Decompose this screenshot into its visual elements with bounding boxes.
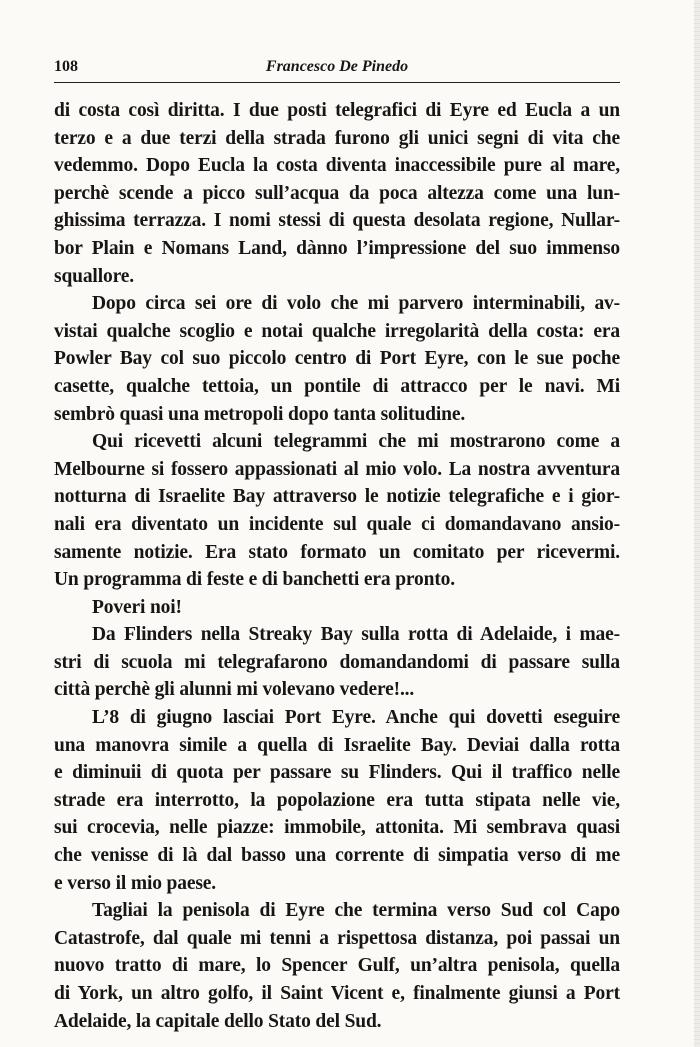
text-line: e diminuii di quota per passare su Flinders. Qui il traffico nelle — [54, 762, 620, 784]
text-line: e verso il mio paese. — [54, 872, 217, 894]
text-line: di costa così diritta. I due posti telegrafici di Eyre ed Eucla a un — [54, 100, 620, 121]
paragraph — [54, 621, 620, 704]
text-line: stri di scuola mi telegrafarono domandandomi di passare sulla — [54, 651, 620, 673]
text-line: nuovo tratto di mare, lo Spencer Gulf, un’altra penisola, quella — [54, 955, 620, 977]
text-line: Un programma di feste e di banchetti era pronto. — [54, 569, 456, 591]
text-line: notturna di Israelite Bay attraverso le notizie telegrafiche e i gior- — [54, 486, 620, 508]
text-line: Tagliai la penisola di Eyre che termina verso Sud col Capo — [92, 900, 620, 922]
running-header — [54, 58, 620, 80]
text-line: casette, qualche tettoia, un pontile di attracco per le navi. Mi — [54, 375, 620, 397]
text-line: samente notizie. Era stato formato un comitato per ricevermi. — [54, 541, 620, 563]
paragraph — [54, 594, 620, 622]
text-line: di York, un altro golfo, il Saint Vicent e, finalmente giunsi a Port — [54, 983, 620, 1004]
text-line: Powler Bay col suo piccolo centro di Port Eyre, con le sue poche — [54, 348, 620, 370]
text-line: sembrò quasi una metropoli dopo tanta solitudine. — [54, 403, 466, 425]
text-line: L’8 di giugno lasciai Port Eyre. Anche qui dovetti eseguire — [92, 707, 620, 729]
text-line: Catastrofe, dal quale mi tenni a rispettosa distanza, poi passai un — [54, 927, 620, 949]
text-line: vedemmo. Dopo Eucla la costa diventa inaccessibile pure al mare, — [54, 155, 620, 177]
page-edge — [694, 0, 700, 1047]
running-title: Francesco De Pinedo — [265, 58, 409, 75]
paragraph — [54, 704, 620, 897]
text-line: Da Flinders nella Streaky Bay sulla rotta di Adelaide, i mae- — [92, 624, 620, 646]
header-rule — [54, 82, 620, 83]
text-line: ghissima terrazza. I nomi stessi di questa desolata regione, Nullar- — [54, 210, 620, 232]
text-line: una manovra simile a quella di Israelite Bay. Deviai dalla rotta — [54, 734, 620, 756]
text-line: strade era interrotto, la popolazione era tutta stipata nelle vie, — [54, 789, 620, 811]
body-text — [54, 97, 620, 1035]
text-line: Adelaide, la capitale dello Stato del Sud. — [54, 1010, 382, 1032]
text-line: bor Plain e Nomans Land, dànno l’impressione del suo immenso — [54, 237, 620, 259]
text-line: squallore. — [54, 265, 134, 287]
paragraph — [54, 428, 620, 594]
paragraph — [54, 290, 620, 428]
text-line: Poveri noi! — [92, 596, 182, 618]
paragraph — [54, 97, 620, 290]
text-line: Dopo circa sei ore di volo che mi parvero interminabili, av- — [92, 293, 620, 315]
paragraph — [54, 897, 620, 1035]
text-line: che venisse di là dal basso una corrente di simpatia verso di me — [54, 845, 620, 867]
page-number: 108 — [54, 58, 78, 75]
text-line: perchè scende a picco sull’acqua da poca altezza come una lun- — [54, 182, 620, 204]
text-line: terzo e a due terzi della strada furono gli unici segni di vita che — [54, 127, 620, 149]
text-line: Melbourne si fossero appassionati al mio volo. La nostra avventura — [54, 458, 620, 480]
text-line: sui crocevia, nelle piazze: immobile, attonita. Mi sembrava quasi — [54, 817, 620, 839]
text-line: Qui ricevetti alcuni telegrammi che mi mostrarono come a — [92, 431, 620, 453]
text-line: città perchè gli alunni mi volevano vedere!... — [54, 679, 415, 701]
text-line: vistai qualche scoglio e notai qualche irregolarità della costa: era — [54, 320, 620, 342]
text-line: nali era diventato un incidente sul quale ci domandavano ansio- — [54, 513, 620, 535]
